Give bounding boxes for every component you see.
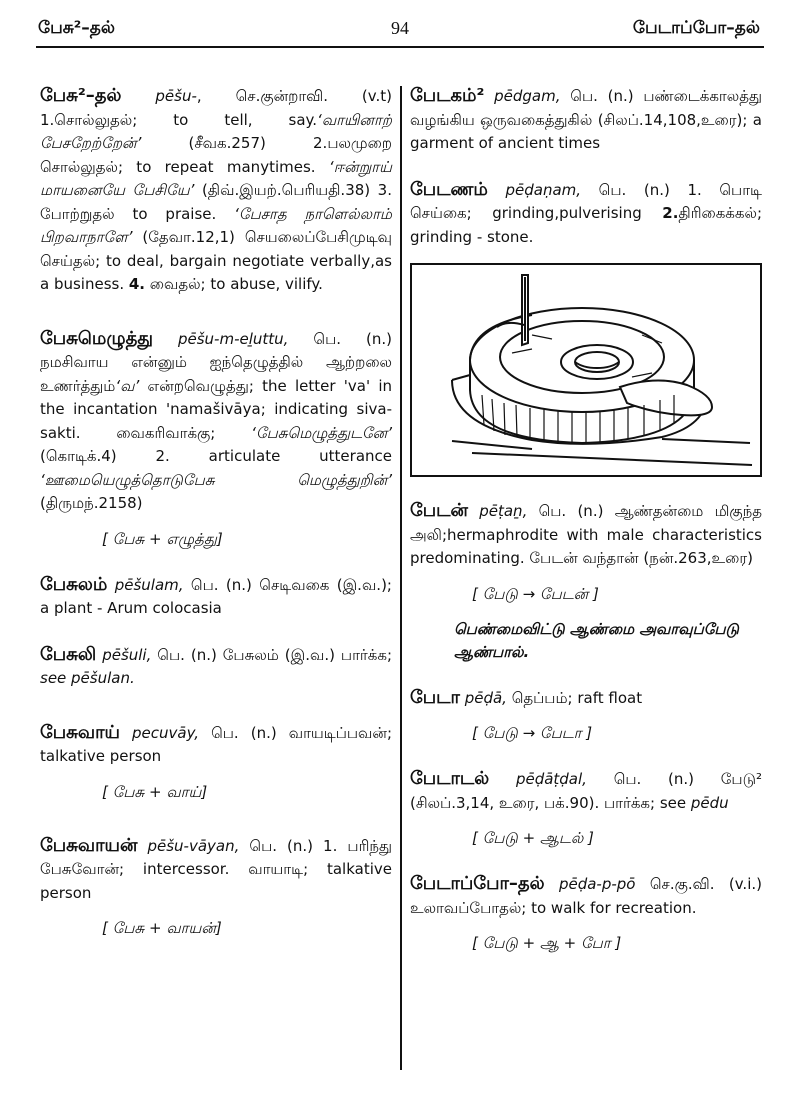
entry-headword: பேடாப்போ–தல் — [410, 873, 545, 894]
entry-text: ‘ஊமையெழுத்தொடுபேசு மெழுத்துறின்’ — [40, 470, 392, 489]
dictionary-entry — [410, 499, 762, 571]
entry-text: (கொடிக்.4) 2. articulate utterance — [40, 447, 392, 465]
entry-text: 1. பொடி செய்கை; grinding,pulverising — [410, 180, 762, 222]
entry-grammar: பெ. (n.) — [199, 723, 277, 742]
entry-grammar: பெ. (n.) — [527, 502, 604, 520]
entry-text: 1.சொல்லுதல்; to tell, say. — [40, 110, 318, 129]
entry-gap — [410, 815, 762, 827]
entry-headword: பேடாடல் — [410, 768, 490, 789]
entry-gap — [410, 156, 762, 178]
entry-text: (திவ்.இயற்.பெரியதி.38) 3. போற்றுதல் to praise. — [40, 181, 392, 223]
dictionary-entry — [40, 573, 392, 621]
entry-etymology: [ பேசு + வாயன்] — [102, 919, 222, 937]
entry-text: பேடு² (சிலப்.3,14, உரை, பக்.90). பார்க்க; see — [410, 770, 762, 812]
entry-headword: பேசுமெழுத்து — [40, 327, 153, 349]
dictionary-entry — [40, 643, 392, 691]
entry-grammar: , செ.குன்றாவி. (v.t) — [196, 87, 392, 105]
entry-gap — [40, 804, 392, 834]
entry-text: ‘வ’ — [115, 376, 140, 395]
entry-etymology: [ பேடு + ஆ + போ ] — [472, 934, 622, 952]
dictionary-entry — [40, 834, 392, 906]
entry-gap — [410, 664, 762, 686]
entry-gap — [410, 920, 762, 932]
entry-etymology: [ பேசு + எழுத்து] — [102, 529, 223, 548]
entry-etymology: [ பேசு + வாய்] — [102, 782, 208, 801]
entry-gap — [410, 606, 762, 618]
entry-text: பண்டைக்காலத்து வழங்கிய ஒருவகைத்துகில் (சிலப்.14,108,உரை); a garment of ancient times — [410, 87, 762, 152]
entry-text: தெப்பம்; raft float — [506, 688, 643, 707]
entry-text: வைதல்; to abuse, vilify. — [145, 275, 323, 293]
entry-text: 2. — [662, 204, 679, 222]
entry-text: 4. — [128, 275, 146, 293]
entry-gap — [40, 551, 392, 573]
entry-transliteration: pēḍā, — [464, 688, 507, 707]
entry-text: (திருமந்.2158) — [40, 494, 143, 512]
entry-text: ‘வாயினாற் பேசறேற்றேன்’ — [40, 110, 392, 152]
entry-text: உலாவப்போதல்; to walk for recreation. — [410, 898, 697, 917]
entry-grammar: பெ. (n.) — [183, 575, 252, 594]
entry-grammar: பெ. (n.) — [239, 836, 314, 855]
entry-text: (தேவா.12,1) செயலைப்பேசிமுடிவு செய்தல்; to deal, bargain negotiate verbally,as a business. — [40, 228, 392, 293]
entry-grammar: பெ. (n.) — [581, 180, 670, 199]
entry-text: ‘ஈன்றுாய் மாயனையே பேசியே’ — [40, 157, 392, 199]
entry-grammar: பெ. (n.) — [586, 770, 695, 788]
entry-gap — [40, 621, 392, 643]
column-divider — [400, 86, 402, 1070]
entry-gap — [410, 710, 762, 722]
entry-text: திரிகைக்கல்; grinding - stone. — [410, 204, 762, 246]
grinding-stone-figure — [410, 263, 762, 477]
dictionary-entry — [410, 686, 762, 711]
dictionary-entry — [40, 84, 392, 297]
entry-text: நமசிவாய என்னும் ஐந்தெழுத்தில் ஆற்றலை உணர்த்தும் — [40, 353, 392, 395]
entry-headword: பேசுவாய் — [40, 721, 120, 743]
entry-text: ‘பேசுமெழுத்துடனே’ — [251, 423, 392, 442]
header-rule — [36, 46, 764, 48]
entry-transliteration: pecuvāy, — [132, 723, 200, 742]
entry-transliteration: pēṭaṉ, — [479, 502, 528, 520]
entry-text: செடிவகை (இ.வ.); a plant - Arum colocasia — [40, 575, 392, 617]
entry-transliteration: pēḍāṭḍal, — [515, 770, 587, 788]
entry-gap — [40, 691, 392, 721]
entry-gap — [410, 745, 762, 767]
entry-text: 1. பரிந்து பேசுவோன்; intercessor. வாயாடி; talkative person — [40, 836, 392, 902]
entry-gap — [40, 516, 392, 528]
entry-transliteration: pēḍaṇam, — [505, 180, 582, 199]
entry-transliteration: pēšulam, — [114, 575, 184, 594]
dictionary-entry — [40, 721, 392, 769]
dictionary-entry — [410, 872, 762, 920]
entry-text: (சீவக.257) 2.பலமுறை சொல்லுதல்; to repeat manytimes. — [40, 134, 392, 176]
entry-etymology: [ பேடு → பேடா ] — [472, 724, 593, 742]
entry-transliteration: pēdgam, — [494, 87, 561, 105]
entry-text: ஆண்தன்மை மிகுந்த அலி;hermaphrodite with male characteristics predominating. பேடன் வந்தான் (நன்.263,உரை) — [410, 502, 763, 567]
entry-grammar: பெ. (n.) — [288, 329, 392, 348]
entry-transliteration: pēšuli, — [102, 645, 152, 664]
running-head-right: பேடாப்போ–தல் — [632, 18, 760, 38]
entry-grammar: பெ. (n.) — [151, 645, 217, 664]
dictionary-entry — [40, 327, 392, 516]
entry-headword: பேடா — [410, 686, 460, 708]
entry-text: பேசுலம் (இ.வ.) பார்க்க; — [216, 645, 392, 664]
grinding-stone-illustration — [412, 265, 760, 475]
left-column — [40, 84, 392, 940]
dictionary-entry — [410, 178, 762, 250]
entry-gap — [410, 477, 762, 499]
entry-gap — [410, 571, 762, 583]
entry-headword: பேடகம்² — [410, 85, 485, 106]
right-column — [410, 84, 762, 955]
entry-text: என்றவெழுத்து; the letter 'va' in the incantation 'namašivāya; indicating siva- sakti. வைகரிவாக்கு; — [40, 376, 392, 442]
entry-gap — [40, 769, 392, 781]
entry-gap — [410, 850, 762, 872]
running-head-left: பேசு²–தல் — [38, 18, 115, 38]
entry-grammar: பெ. (n.) — [560, 87, 634, 105]
entry-transliteration: pēḍa-p-pō — [558, 875, 636, 893]
entry-text: ‘பேசாத நாளெல்லாம் பிறவாநாளே’ — [40, 204, 392, 246]
entry-transliteration: pēšu-vāyan, — [147, 836, 240, 855]
entry-headword: பேசு²–தல் — [40, 85, 122, 106]
dictionary-entry — [410, 84, 762, 156]
entry-text: see pēšulan. — [40, 669, 135, 687]
entry-headword: பேடணம் — [410, 178, 488, 200]
entry-note: பெண்மைவிட்டு ஆண்மை அவாவுப்பேடு ஆண்பால். — [454, 619, 739, 661]
entry-text: pēdu — [690, 793, 729, 812]
entry-text: வாயடிப்பவன்; talkative person — [40, 723, 392, 765]
page-number: 94 — [391, 18, 409, 38]
entry-headword: பேசுலம் — [40, 573, 108, 595]
entry-headword: பேசுவாயன் — [40, 834, 138, 856]
entry-gap — [40, 905, 392, 917]
entry-grammar: செ.கு.வி. (v.i.) — [635, 875, 762, 893]
entry-headword: பேசுலி — [40, 643, 97, 665]
entry-transliteration: pēšu- — [155, 87, 197, 105]
entry-etymology: [ பேடு + ஆடல் ] — [472, 829, 594, 847]
entry-headword: பேடன் — [410, 500, 468, 521]
entry-gap — [40, 297, 392, 327]
dictionary-entry — [410, 767, 762, 815]
entry-transliteration: pēšu-m-eḻuttu, — [177, 329, 289, 348]
entry-etymology: [ பேடு → பேடன் ] — [472, 584, 599, 603]
